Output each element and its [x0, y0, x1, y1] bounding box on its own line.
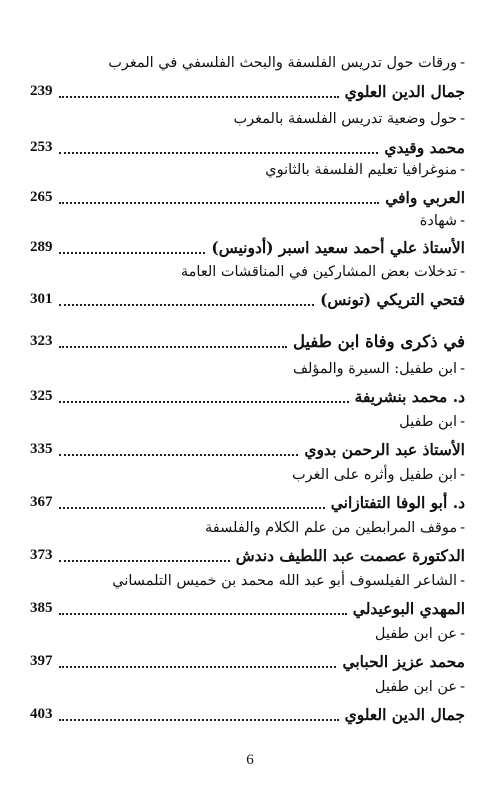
toc-page-number: 301 [30, 290, 53, 307]
toc-author-line [30, 234, 465, 260]
toc-author: د. محمد بنشريفة [354, 386, 465, 406]
toc-author-line [30, 383, 465, 409]
toc-page-number: 289 [30, 238, 53, 255]
toc-author: جمال الدين العلوي [344, 704, 465, 724]
toc-author: الأستاذ عبد الرحمن بدوي [304, 439, 465, 459]
toc-page-number: 325 [30, 387, 53, 404]
toc-author: العربي وافي [385, 187, 465, 207]
toc-author: المهدي البوعيدلي [352, 598, 465, 618]
dot-leader [59, 95, 339, 98]
toc-topic: - تدخلات بعض المشاركين في المناقشات العامة [180, 264, 465, 280]
dot-leader [59, 453, 299, 456]
dot-leader [59, 506, 325, 509]
section-title: في ذكرى وفاة ابن طفيل [292, 331, 465, 351]
dot-leader [59, 151, 379, 154]
toc-author: محمد عزيز الحبابي [342, 651, 465, 671]
toc-page-number: 265 [30, 188, 53, 205]
toc-page-number: 403 [30, 705, 53, 722]
toc-author: الدكتورة عصمت عبد اللطيف دندش [235, 545, 465, 565]
toc-topic: - ابن طفيل: السيرة والمؤلف [292, 361, 465, 377]
toc-author-line [30, 648, 465, 674]
dot-leader [59, 251, 206, 254]
dot-leader [59, 612, 347, 615]
toc-topic: - ابن طفيل وأثره على الغرب [292, 467, 465, 483]
toc-section-heading [30, 328, 465, 354]
toc-author: د. أبو الوفا التفتازاني [330, 492, 465, 512]
toc-author-line [30, 489, 465, 515]
toc-topic: - موقف المرابطين من علم الكلام والفلسفة [205, 520, 465, 536]
toc-topic: - منوغرافيا تعليم الفلسفة بالثانوي [265, 162, 465, 178]
toc-author: فتحي التريكي (تونس) [320, 289, 465, 309]
toc-topic: - عن ابن طفيل [374, 626, 465, 642]
toc-page-number: 253 [30, 138, 53, 155]
toc-page-number: 335 [30, 440, 53, 457]
toc-topic: - شهادة [419, 213, 465, 229]
toc-author-line [30, 184, 465, 210]
toc-author-line [30, 595, 465, 621]
toc-author-line [30, 286, 465, 312]
dot-leader [59, 400, 349, 403]
dot-leader [59, 665, 337, 668]
dot-leader [59, 345, 287, 348]
toc-topic: - الشاعر الفيلسوف أبو عبد الله محمد بن خميس التلمساني [112, 573, 465, 589]
toc-author-line [30, 542, 465, 568]
toc-page-number: 239 [30, 82, 53, 99]
toc-topic: - ابن طفيل [399, 414, 465, 430]
toc-page-number: 397 [30, 652, 53, 669]
toc-author: جمال الدين العلوي [344, 81, 465, 101]
dot-leader [59, 718, 339, 721]
toc-author-line [30, 436, 465, 462]
dot-leader [59, 559, 230, 562]
toc-author-line [30, 701, 465, 727]
toc-topic: - ورقات حول تدريس الفلسفة والبحث الفلسفي في المغرب [108, 55, 465, 71]
dot-leader [59, 201, 380, 204]
page-folio-number: 6 [246, 752, 254, 768]
toc-author: الأستاذ علي أحمد سعيد اسبر (أدونيس) [211, 237, 465, 257]
toc-author: محمد وقيدي [384, 137, 465, 157]
toc-author-line [30, 78, 465, 104]
toc-page-number: 323 [30, 332, 53, 349]
toc-page-number: 373 [30, 546, 53, 563]
toc-page-number: 385 [30, 599, 53, 616]
dot-leader [59, 303, 315, 306]
toc-page-number: 367 [30, 493, 53, 510]
toc-topic: - عن ابن طفيل [374, 679, 465, 695]
toc-topic: - حول وضعية تدريس الفلسفة بالمغرب [233, 111, 465, 127]
